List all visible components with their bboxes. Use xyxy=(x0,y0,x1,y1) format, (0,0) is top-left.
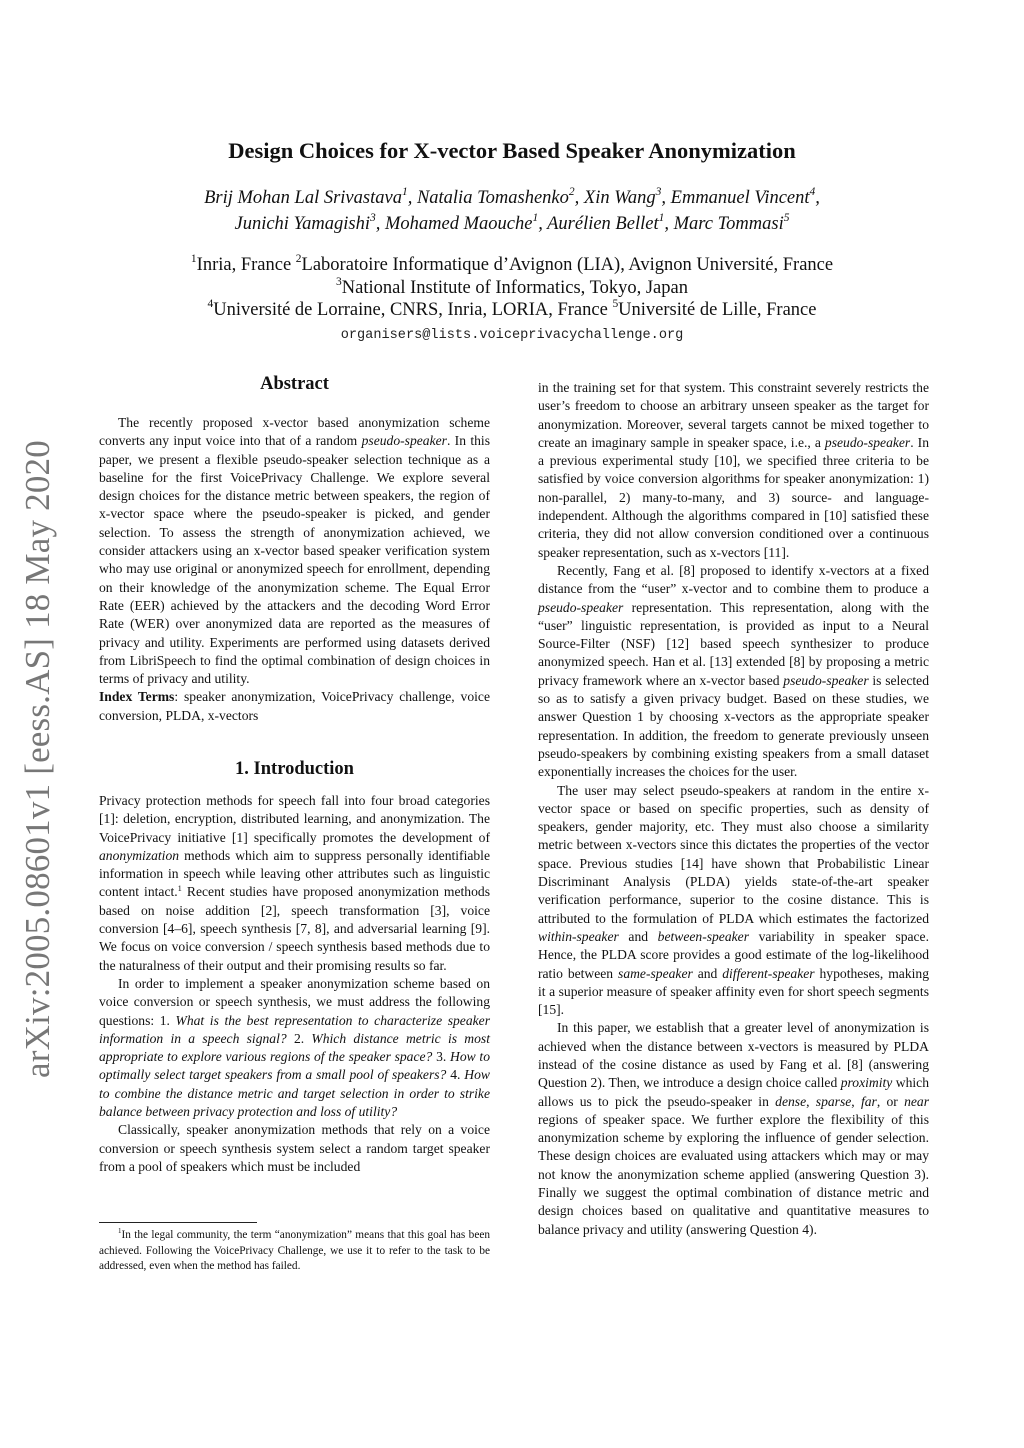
arxiv-identifier[interactable]: arXiv:2005.08601v1 [eess.AS] 18 May 2020 xyxy=(18,440,57,1078)
question-4: How to combine the distance metric and target selection in order to strike balance between privacy protection and loss of utility? xyxy=(99,1067,490,1120)
question-3: How to optimally select target speakers from a small pool of speakers? xyxy=(99,1049,490,1083)
text-run: and xyxy=(618,928,658,944)
intro-paragraph xyxy=(99,792,490,975)
author-name: Emmanuel Vincent xyxy=(670,188,810,208)
footnote xyxy=(99,1228,490,1275)
text-run: pseudo-speaker xyxy=(538,599,624,615)
affiliation: Laboratoire Informatique d’Avignon (LIA), Avignon Université, France xyxy=(301,255,834,275)
text-run: methods which aim to suppress personally identifiable information in speech while leaving other attributes such as linguistic content intact. xyxy=(99,847,490,900)
text-run: , or xyxy=(876,1093,905,1109)
abstract-body xyxy=(99,414,490,725)
text-run: The user may select pseudo-speakers at random in the entire x-vector space or based on specific properties, such as density of speakers, gender majority, etc. They must also choose a similarity metric between x-vectors since this dictates the properties of the vector space. Previous studies [14] have shown that Probabilistic Linear Discriminant Analysis (PLDA) yields state-of-the-art speaker verification performance, superior to the cosine distance. This is attributed to the formulation of PLDA which estimates the factorized xyxy=(538,782,929,926)
affiliation-mark: 5 xyxy=(612,298,619,311)
text-run: In this paper, we establish that a greater level of anonymization is achieved when the distance between x-vectors is measured by PLDA instead of the cosine distance as used by Fang et al. [8] (answering Question 2). Then, we introduce a design choice called xyxy=(538,1020,929,1091)
text-run: near xyxy=(904,1093,930,1109)
body-paragraph xyxy=(538,1019,929,1239)
affiliation: National Institute of Informatics, Tokyo, Japan xyxy=(341,277,688,298)
text-run: sparse xyxy=(815,1093,852,1109)
affiliation-mark: 1 xyxy=(190,253,197,266)
text-run: Recent studies have proposed anonymization methods based on noise addition [2], speech transformation [3], voice conversion [4–6], speech synthesis [7, 8], and adversarial learning [9]. We focus on voice conversion / speech synthesis based methods due to the naturalness of their output and their promising results so far. xyxy=(99,884,490,973)
text-run: : speaker anonymization, VoicePrivacy challenge, voice conversion, PLDA, x-vectors xyxy=(99,689,490,723)
affiliation: Inria, France xyxy=(196,255,292,275)
text-run: different-speaker xyxy=(722,965,815,981)
introduction-heading: 1. Introduction xyxy=(235,759,354,779)
affiliation-mark: 4 xyxy=(207,298,214,311)
text-run: The recently proposed x-vector based anonymization scheme converts any input voice into that of a random xyxy=(99,415,490,449)
paper-title: Design Choices for X-vector Based Speaker Anonymization xyxy=(228,138,796,163)
footnote-text: In the legal community, the term “anonymization” means that this goal has been achieved. Following the VoicePrivacy Challenge, we use it to refer to the task to be addressed, even when the method has failed. xyxy=(99,1229,490,1273)
text-run: pseudo-speaker xyxy=(824,434,911,450)
text-run: hypotheses, making it a superior measure of speaker affinity even for short speech segments [15]. xyxy=(538,965,929,1018)
text-run: Recently, Fang et al. [8] proposed to identify x-vectors at a fixed distance from the “user” x-vector and to combine them to produce a xyxy=(538,562,929,597)
text-run: representation. This representation, along with the “user” linguistic representation, is provided as input to a Neural Source-Filter (NSF) [12] based speech synthesizer to produce anonymized speech. Han et al. [13] extended [8] by proposing a metric privacy framework where an x-vector based xyxy=(538,599,929,688)
footnote-mark: 1 xyxy=(118,1226,122,1235)
right-column-body xyxy=(538,379,929,1239)
index-terms xyxy=(99,688,490,725)
text-run: which allows us to pick the pseudo-speaker in xyxy=(538,1075,929,1109)
affiliation-list xyxy=(100,254,924,322)
abstract-paragraph xyxy=(99,414,490,688)
author-name: Brij Mohan Lal Srivastava xyxy=(204,188,402,208)
affiliation-mark: 1 xyxy=(658,212,665,225)
question-2: Which distance metric is most appropriate to explore various regions of the speaker space? xyxy=(99,1030,490,1065)
author-list: Brij Mohan Lal Srivastava$^1$, Natalia Tomashenko$^2$, Xin Wang$^3$, Emmanuel Vincent$^4$, Junichi Yamagishi$^3$, Mohamed Maouche$^1$, Aurélien Bellet$^1$, Marc Tommasi$^5$ xyxy=(204,186,820,234)
text-run: . In a previous experimental study [10], we specified three criteria to be satisfied by voice conversion algorithms for speaker anonymization: 1) non-parallel, 2) many-to-many, and 3) source- and language-independent. Although the algorithms compared in [10] satisfied these criteria, they did not allow conversion conditioned over a continuous speaker representation, such as x-vectors [11]. xyxy=(538,434,929,560)
affiliation-mark: 2 xyxy=(568,186,575,199)
text-run: is selected so as to satisfy a given privacy budget. Based on these studies, we answer Question 1 by choosing x-vectors as the appropriate speaker representation. In addition, the freedom to generate previously unseen pseudo-speakers by combining existing speakers from a small dataset exponentially increases the choices for the user. xyxy=(538,672,930,780)
intro-paragraph xyxy=(99,975,490,1121)
footnote-mark[interactable]: 1 xyxy=(177,882,182,893)
contact-email[interactable]: organisers@lists.voiceprivacychallenge.org xyxy=(340,328,684,343)
body-paragraph xyxy=(538,562,929,782)
text-run: , xyxy=(851,1093,861,1109)
affiliation-mark: 4 xyxy=(809,186,816,199)
text-run: same-speaker xyxy=(618,965,693,981)
abstract-heading: Abstract xyxy=(260,374,329,394)
text-run: far xyxy=(860,1093,877,1109)
text-run: regions of speaker space. We further explore the flexibility of this anonymization scheme by exploring the influence of gender selection. These design choices are evaluated using attackers which may or may not know the anonymization scheme applied (answering Question 3). Finally we suggest the optimal combination of distance metric and design choices based on qualitative and quantitative measures to balance privacy and utility (answering Question 4). xyxy=(538,1111,929,1237)
text-run: pseudo-speaker xyxy=(783,672,869,688)
author-name: Marc Tommasi xyxy=(673,214,784,234)
text-run: variability in speaker space. Hence, the PLDA score provides a good estimate of the log-likelihood ratio between xyxy=(538,928,929,981)
affiliation: Université de Lille, France xyxy=(618,300,817,320)
text-run: in the training set for that system. This constraint severely restricts the user’s freedom to choose an arbitrary unseen speaker as the target for anonymization. Moreover, several targets cannot be mixed together to create an imaginary sample in speaker space, i.e., a xyxy=(538,380,929,450)
text-run: within-speaker xyxy=(538,928,619,944)
affiliation-mark: 3 xyxy=(336,275,342,288)
text-run: In order to implement a speaker anonymization scheme based on voice conversion or speech synthesis, we must address the following questions: 1. xyxy=(99,975,490,1028)
body-paragraph xyxy=(538,782,929,1020)
text-run: dense xyxy=(775,1093,807,1109)
text-run: and xyxy=(692,965,723,981)
author-name: Mohamed Maouche xyxy=(385,214,533,234)
text-run: pseudo-speaker xyxy=(361,433,447,449)
affiliation-mark: 5 xyxy=(783,212,790,225)
text-run: proximity xyxy=(840,1075,893,1091)
text-run: 2. xyxy=(286,1030,312,1046)
intro-paragraph: Classically, speaker anonymization methods that rely on a voice conversion or speech synthesis system select a random target speaker from a pool of speakers which must be included xyxy=(99,1122,490,1174)
affiliation-mark: 3 xyxy=(655,186,662,199)
author-name: Junichi Yamagishi xyxy=(234,214,371,234)
author-name: Natalia Tomashenko xyxy=(416,188,569,208)
affiliation-mark: 1 xyxy=(401,186,408,199)
author-name: Xin Wang xyxy=(583,188,656,208)
text-run: anonymization xyxy=(99,847,180,863)
affiliation-mark: 3 xyxy=(370,212,376,225)
affiliation-mark: 1 xyxy=(532,212,539,225)
text-run: . In this paper, we present a flexible pseudo-speaker selection technique as a baseline for the first VoicePrivacy Challenge. We explore several design choices for the distance metric between speakers, the region of x-vector space where the pseudo-speaker is picked, and gender selection. To assess the strength of anonymization achieved, we consider attackers using an x-vector based speaker verification system who may use original or anonymized speech for enrollment, depending on their knowledge of the anonymization scheme. The Equal Error Rate (EER) achieved by the attackers and the decoding Word Error Rate (WER) over anonymized data are reported as the measures of privacy and utility. Experiments are performed using datasets derived from LibriSpeech to find the optimal combination of design choices in terms of privacy and utility. xyxy=(99,433,490,687)
body-paragraph xyxy=(538,379,929,562)
footnote-divider xyxy=(99,1222,257,1223)
text-run: Privacy protection methods for speech fall into four broad categories [1]: deletion, encryption, distributed learning, and anonymization. The VoicePrivacy initiative [1] specifically promotes the development of xyxy=(99,793,490,845)
text-run: , xyxy=(806,1093,816,1109)
introduction-body xyxy=(99,792,490,1176)
text-run: 4. xyxy=(446,1067,465,1083)
index-terms-label: Index Terms xyxy=(99,689,175,705)
question-1: What is the best representation to characterize speaker information in a speech signal? xyxy=(99,1012,490,1046)
affiliation-mark: 2 xyxy=(295,253,302,266)
author-name: Aurélien Bellet xyxy=(547,214,659,234)
text-run: between-speaker xyxy=(657,928,749,944)
text-run: 3. xyxy=(432,1049,451,1065)
affiliation: Université de Lorraine, CNRS, Inria, LORIA, France xyxy=(213,300,608,320)
